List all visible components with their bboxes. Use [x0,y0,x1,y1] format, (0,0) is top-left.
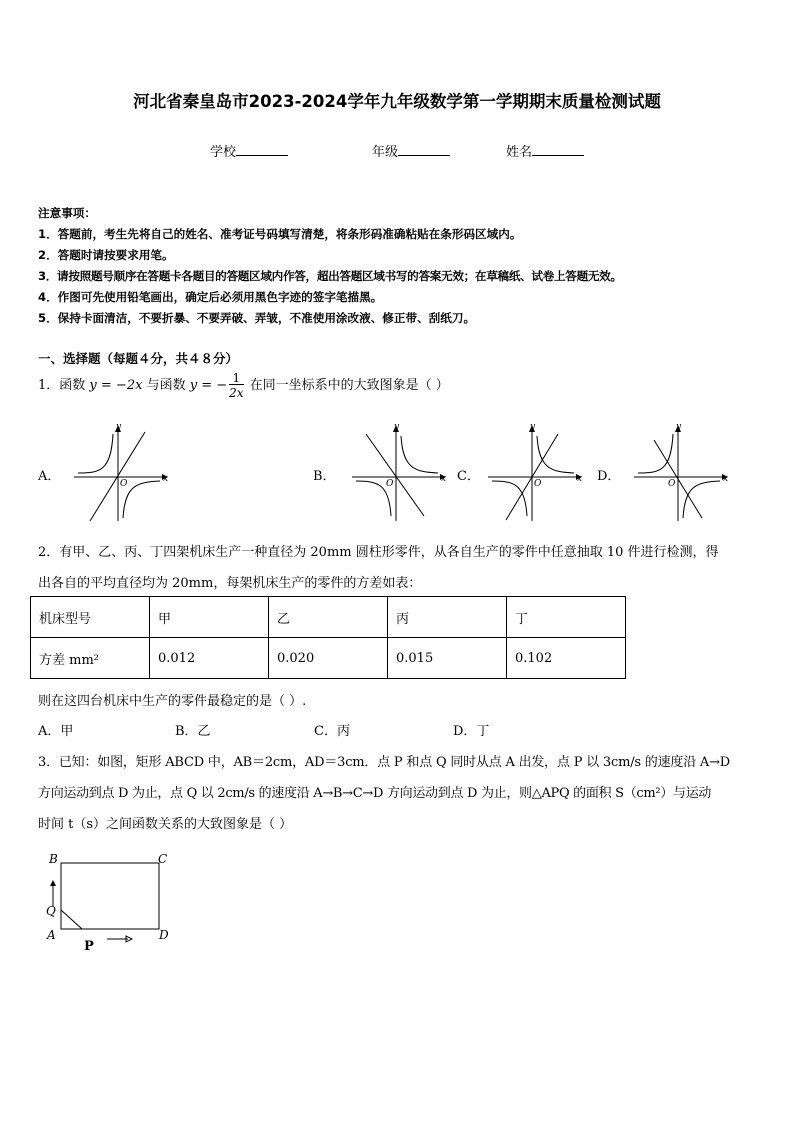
grade-blank[interactable] [398,143,450,156]
y-axis-label: y [530,422,536,432]
question-1 [38,372,449,399]
q1-fraction-numerator: 1 [229,372,243,385]
y-axis-label: y [116,422,122,432]
q2-option-b[interactable]: B．乙 [175,724,211,739]
label-q: Q [46,904,56,918]
hyperbola-branch [492,481,527,516]
page-title: 河北省秦皇岛市2023-2024学年九年级数学第一学期期末质量检测试题 [133,92,661,111]
label-d: D [159,928,169,942]
name-label: 姓名 [506,145,533,160]
q1-graph-d[interactable] [630,420,740,522]
note-item: 3．请按照题号顺序在答题卡各题目的答题区域内作答，超出答题区域书写的答案无效；在草稿纸、试卷上答题无效。 [38,269,622,283]
table-cell: 0.015 [388,638,507,679]
table-row [31,638,626,679]
q2-option-d[interactable]: D．丁 [453,724,490,739]
q2-option-c[interactable]: C．丙 [314,724,350,739]
q2-line-1: 2．有甲、乙、丙、丁四架机床生产一种直径为 20mm 圆柱形零件，从各自生产的零件中任意抽取 10 件进行检测，得 [38,545,719,560]
y-axis-label: y [394,422,400,432]
rectangle-abcd [61,863,159,929]
variance-table [30,596,626,679]
table-row [31,597,626,638]
origin-label: O [534,479,542,489]
grade-label: 年级 [372,145,399,160]
section-heading: 一、选择题（每题４分，共４８分） [38,351,239,366]
q1-suffix: 在同一坐标系中的大致图象是（ ） [249,378,449,393]
x-axis-label: x [577,474,583,484]
q1-graph-b[interactable] [348,420,458,522]
table-cell: 0.020 [269,638,388,679]
q3-rectangle-figure [40,848,180,958]
q1-graph-c[interactable] [484,420,594,522]
school-blank[interactable] [236,143,288,156]
note-item: 1．答题前，考生先将自己的姓名、准考证号码填写清楚，将条形码准确粘贴在条形码区域内。 [38,227,522,241]
segment-pq [61,910,82,929]
table-cell: 丙 [388,597,507,638]
q2-question: 则在这四台机床中生产的零件最稳定的是（ ）. [38,694,307,709]
q1-function-2: y = − [189,378,228,393]
hyperbola-branch [401,436,438,473]
school-field [210,141,288,160]
origin-label: O [120,479,128,489]
notes-heading: 注意事项： [38,206,96,220]
hyperbola-branch [537,436,574,473]
q1-mid: 与函数 [146,378,186,393]
q1-option-b-label[interactable]: B． [313,469,336,484]
x-axis-label: x [441,474,447,484]
school-label: 学校 [210,145,237,160]
notes-block [38,203,622,329]
table-cell: 0.102 [507,638,626,679]
name-blank[interactable] [532,143,584,156]
q1-option-a-label[interactable]: A． [38,469,61,484]
note-item: 2．答题时请按要求用笔。 [38,248,174,262]
table-cell: 方差 mm² [31,638,150,679]
table-cell: 甲 [150,597,269,638]
q1-option-d-label[interactable]: D． [597,469,621,484]
hyperbola-branch [78,434,113,473]
label-c: C [158,852,168,866]
table-cell: 丁 [507,597,626,638]
origin-label: O [386,479,394,489]
q1-fraction [229,372,243,399]
table-cell: 乙 [269,597,388,638]
grade-field [372,141,450,160]
note-item: 5．保持卡面清洁，不要折暴、不要弄破、弄皱，不准使用涂改液、修正带、刮纸刀。 [38,311,476,325]
label-b: B [49,852,58,866]
hyperbola-branch [638,434,673,473]
q1-graph-a[interactable] [70,420,180,522]
q1-prefix: 1．函数 [38,378,86,393]
q1-function-1: y = −2x [89,378,143,393]
x-axis-label: x [163,474,169,484]
label-p: P [84,939,94,954]
q1-option-c-label[interactable]: C． [457,469,480,484]
table-cell: 0.012 [150,638,269,679]
hyperbola-branch [123,481,160,518]
note-item: 4．作图可先使用铅笔画出，确定后必须用黑色字迹的签字笔描黑。 [38,290,383,304]
x-axis-label: x [723,474,729,484]
q3-line-2: 方向运动到点 D 为止，点 Q 以 2cm/s 的速度沿 A→B→C→D 方向运动到点 D 为止，则△APQ 的面积 S（cm²）与运动 [38,786,712,801]
q1-fraction-denominator: 2x [229,386,244,400]
q-arrow-head [50,880,56,886]
y-axis-label: y [676,422,682,432]
q2-line-2: 出各自的平均直径均为 20mm，每架机床生产的零件的方差如表： [38,576,422,591]
q3-line-1: 3．已知：如图，矩形 ABCD 中，AB＝2cm，AD＝3cm．点 P 和点 Q 同时从点 A 出发，点 P 以 3cm/s 的速度沿 A→D [38,755,731,770]
origin-label: O [668,479,676,489]
name-field [506,141,584,160]
q3-line-3: 时间 t（s）之间函数关系的大致图象是（ ） [38,817,293,832]
hyperbola-branch [683,481,720,518]
q2-option-a[interactable]: A．甲 [38,724,74,739]
line-graph [366,434,424,516]
label-a: A [47,928,56,942]
table-cell: 机床型号 [31,597,150,638]
